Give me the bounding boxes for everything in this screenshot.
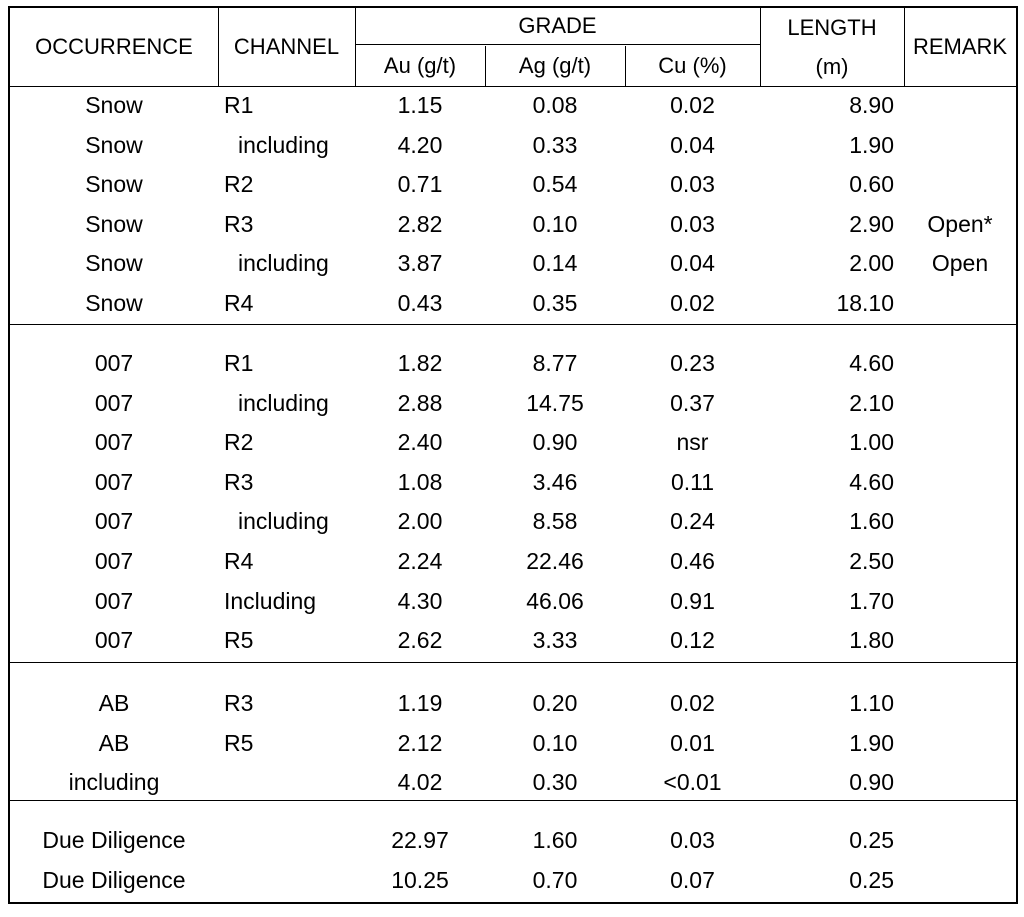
au-cell: 2.40 [397,429,443,456]
length-cell: 4.60 [849,468,894,495]
remark-cell [904,343,1016,383]
divider [485,46,486,86]
length-cell: 1.00 [849,429,894,456]
au-cell: 22.97 [391,827,449,853]
length-cell: 2.10 [849,389,894,416]
ag-cell: 0.54 [532,171,578,198]
occurrence-cell: 007 [94,389,134,416]
header-remark: REMARK [912,34,1008,59]
channel-cell [224,820,364,860]
occurrence-cell: Snow [85,171,143,198]
cu-cell: 0.24 [670,508,715,535]
length-cell: 1.90 [849,729,894,756]
ag-cell: 46.06 [526,587,584,614]
channel-cell: R2 [224,429,254,456]
channel-cell: including [238,508,329,535]
au-cell: 2.62 [397,627,443,654]
occurrence-cell: 007 [94,468,134,495]
occurrence-cell: 007 [94,350,134,376]
remark-cell [904,462,1016,502]
cu-cell: 0.01 [670,729,715,756]
length-cell: 0.60 [849,171,894,198]
au-cell: 2.12 [397,729,443,756]
length-cell: 2.00 [849,250,894,277]
header-au: Au (g/t) [383,53,457,78]
divider [218,8,219,86]
occurrence-cell: Snow [85,92,143,118]
remark-cell [904,541,1016,581]
au-cell: 2.88 [397,389,443,416]
header-channel: CHANNEL [233,34,340,59]
cu-cell: 0.04 [670,131,715,158]
occurrence-cell: 007 [94,627,134,654]
length-cell: 1.70 [849,587,894,614]
cu-cell: 0.07 [670,866,715,893]
occurrence-cell: AB [98,729,130,756]
header-grade: GRADE [518,13,597,38]
occurrence-cell: Due Diligence [42,827,186,853]
ag-cell: 0.10 [532,210,578,237]
channel-cell: R1 [224,92,254,118]
ag-cell: 0.35 [532,290,578,316]
remark-cell [904,383,1016,423]
remark-cell [904,860,1016,900]
channel-cell: R2 [224,171,254,198]
au-cell: 3.87 [397,250,443,277]
ag-cell: 14.75 [526,389,584,416]
cu-cell: 0.04 [670,250,715,277]
au-cell: 0.43 [397,290,443,316]
cu-cell: <0.01 [663,769,722,796]
ag-cell: 0.08 [532,92,578,118]
remark-cell [904,125,1016,165]
occurrence-cell: Snow [85,131,143,158]
ag-cell: 0.33 [532,131,578,158]
header-cu: Cu (%) [658,53,727,78]
remark-cell [904,820,1016,860]
ag-cell: 8.77 [532,350,578,376]
divider [625,46,626,86]
channel-cell: Including [224,587,317,614]
ag-cell: 0.70 [532,866,578,893]
ag-cell: 3.46 [532,468,578,495]
au-cell: 10.25 [391,866,449,893]
cu-cell: 0.03 [670,827,715,853]
cu-cell: 0.02 [670,690,715,716]
divider [760,8,761,86]
ag-cell: 8.58 [532,508,578,535]
au-cell: 1.19 [397,690,443,716]
ag-cell: 3.33 [532,627,578,654]
header-occurrence: OCCURRENCE [35,34,193,59]
au-cell: 4.20 [397,131,443,158]
divider [904,8,905,86]
length-cell: 2.50 [849,548,894,574]
occurrence-cell: including [68,769,160,796]
cu-cell: 0.11 [670,468,715,495]
au-cell: 1.82 [397,350,443,376]
length-cell: 1.80 [849,627,894,654]
ag-cell: 0.90 [532,429,578,456]
remark-cell: Open [931,250,989,277]
ag-cell: 0.14 [532,250,578,277]
remark-cell [904,422,1016,462]
length-cell: 4.60 [849,350,894,376]
occurrence-cell: 007 [94,548,134,574]
channel-cell: including [238,250,329,277]
remark-cell [904,723,1016,763]
length-cell: 1.10 [849,690,894,716]
channel-cell [224,860,364,900]
ag-cell: 0.10 [532,729,578,756]
au-cell: 4.30 [397,587,443,614]
cu-cell: 0.23 [670,350,715,376]
ag-cell: 0.20 [532,690,578,716]
remark-cell [904,164,1016,204]
length-cell: 1.90 [849,131,894,158]
cu-cell: 0.37 [670,389,715,416]
cu-cell: 0.03 [670,171,715,198]
channel-cell: R1 [224,350,254,376]
occurrence-cell: 007 [94,508,134,535]
channel-cell: R3 [224,690,254,716]
ag-cell: 0.30 [532,769,578,796]
occurrence-cell: Snow [85,210,143,237]
ag-cell: 22.46 [526,548,584,574]
divider [355,44,760,45]
occurrence-cell: AB [98,690,130,716]
au-cell: 1.08 [397,468,443,495]
length-cell: 0.25 [849,827,894,853]
channel-cell: R4 [224,548,254,574]
cu-cell: 0.03 [670,210,715,237]
length-cell: 0.90 [849,769,894,796]
remark-cell [904,85,1016,125]
occurrence-cell: Snow [85,250,143,277]
remark-cell [904,501,1016,541]
cu-cell: 0.02 [670,290,715,316]
length-cell: 1.60 [849,508,894,535]
length-cell: 0.25 [849,866,894,893]
remark-cell [904,762,1016,802]
channel-cell: including [238,389,329,416]
length-cell: 2.90 [849,210,894,237]
occurrence-cell: 007 [94,429,134,456]
group-divider [10,324,1016,325]
occurrence-cell: Due Diligence [42,866,186,893]
remark-cell [904,683,1016,723]
remark-cell [904,283,1016,323]
au-cell: 0.71 [397,171,443,198]
header-ag: Ag (g/t) [518,53,592,78]
au-cell: 1.15 [397,92,443,118]
occurrence-cell: 007 [94,587,134,614]
channel-cell: R5 [224,627,254,654]
channel-cell: R3 [224,468,254,495]
group-divider [10,662,1016,663]
ag-cell: 1.60 [532,827,578,853]
cu-cell: 0.91 [670,587,715,614]
channel-cell: R4 [224,290,254,316]
au-cell: 2.82 [397,210,443,237]
channel-cell: R5 [224,729,254,756]
au-cell: 2.00 [397,508,443,535]
results-table [8,6,1018,904]
cu-cell: 0.02 [670,92,715,118]
remark-cell [904,581,1016,621]
remark-cell: Open* [927,210,993,237]
occurrence-cell: Snow [85,290,143,316]
au-cell: 2.24 [397,548,443,574]
length-cell: 8.90 [849,92,894,118]
divider [355,8,356,86]
channel-cell [224,762,364,802]
channel-cell: R3 [224,210,254,237]
header-length: LENGTH [787,15,877,40]
cu-cell: 0.46 [670,548,715,574]
remark-cell [904,620,1016,660]
cu-cell: 0.12 [670,627,715,654]
cu-cell: nsr [676,429,709,456]
length-cell: 18.10 [836,290,894,316]
au-cell: 4.02 [397,769,443,796]
channel-cell: including [238,131,329,158]
header-length-unit: (m) [815,54,849,79]
